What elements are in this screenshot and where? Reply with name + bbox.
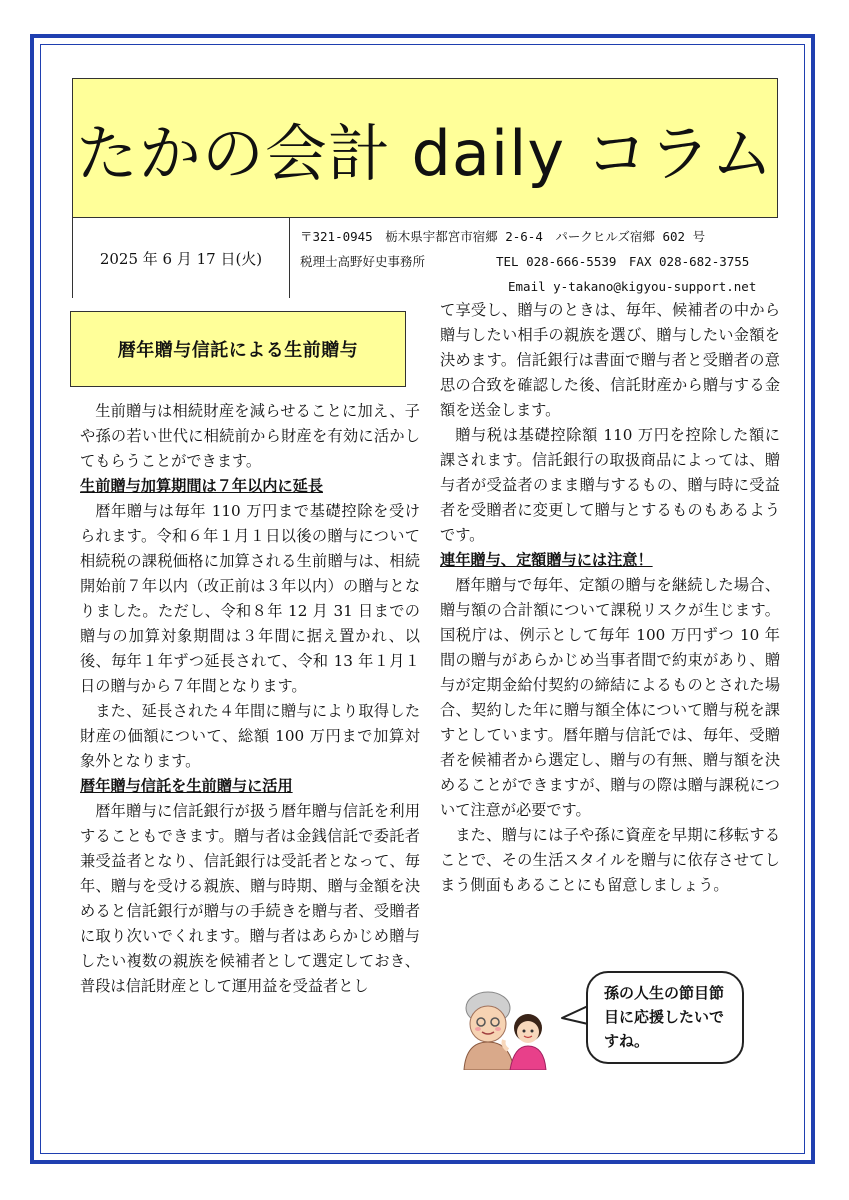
paragraph-3: 暦年贈与に信託銀行が扱う暦年贈与信託を利用することもできます。贈与者は金銭信託で委託者兼受益者となり、信託銀行は受託者となって、毎年、贈与を受ける親族、贈与時期、贈与金額を決めると信託銀行が贈与の手続きを贈与者、受贈者に取り次いでくれます。贈与者はあらかじめ贈与したい複数の親族を候補者として選定しておき、普段は信託財産として運用益を受益者とし — [80, 802, 420, 995]
paragraph-1: 暦年贈与は毎年 110 万円まで基礎控除を受けられます。令和６年１月１日以後の贈与について相続税の課税価格に加算される生前贈与は、相続開始前７年以内（改正前は３年以内）の贈与となりました。ただし、令和８年 12 月 31 日までの贈与の加算対象期間は３年間に据え置かれ、以後、毎年１年ずつ延長されて、令和 13 年１月１日の贈与から７年間となります。 — [80, 502, 420, 695]
office-phone-fax: TEL 028-666-5539 FAX 028-682-3755 — [496, 254, 750, 269]
bubble-line-2: 目に応援したいで — [604, 1008, 725, 1026]
paragraph-6: また、贈与には子や孫に資産を早期に移転することで、その生活スタイルを贈与に依存させてしまう側面もあることにも留意しましょう。 — [440, 826, 780, 894]
bubble-line-3: すね。 — [604, 1032, 650, 1050]
office-email: Email y-takano@kigyou-support.net — [508, 279, 757, 294]
grandmother-grandchild-illustration — [452, 990, 556, 1070]
intro-paragraph: 生前贈与は相続財産を減らせることに加え、子や孫の若い世代に相続前から財産を有効に活かしてもらうことができます。 — [80, 402, 420, 470]
article-left-column — [80, 399, 420, 999]
section-heading-1: 生前贈与加算期間は７年以内に延長 — [80, 477, 323, 495]
office-name: 税理士高野好史事務所 — [300, 254, 426, 269]
newsletter-header — [72, 78, 778, 298]
issue-date: 2025 年 6 月 17 日(火) — [73, 218, 290, 298]
paragraph-4: 贈与税は基礎控除額 110 万円を控除した額に課されます。信託銀行の取扱商品によっては、贈与者が受益者のまま贈与するもの、贈与時に受益者を受贈者に変更して贈与とするものもあるようです。 — [440, 426, 780, 544]
paragraph-3-continued: て享受し、贈与のときは、毎年、候補者の中から贈与したい相手の親族を選び、贈与したい金額を決めます。信託銀行は書面で贈与者と受贈者の意思の合致を確認した後、信託財産から贈与する金額を送金します。 — [440, 301, 780, 419]
bubble-line-1: 孫の人生の節目節 — [604, 984, 725, 1002]
office-address: 〒321-0945 栃木県宇都宮市宿郷 2-6-4 パークヒルズ宿郷 602 号 — [300, 229, 706, 244]
newsletter-title: たかの会計 daily コラム — [75, 116, 775, 190]
office-contact — [290, 218, 779, 298]
speech-bubble — [586, 971, 744, 1064]
paragraph-2: また、延長された４年間に贈与により取得した財産の価額について、総額 100 万円まで加算対象外となります。 — [80, 702, 420, 770]
section-heading-3: 連年贈与、定額贈与には注意！ — [440, 551, 653, 569]
article-topic: 暦年贈与信託による生前贈与 — [70, 311, 406, 387]
article-right-column — [440, 298, 780, 898]
title-band — [73, 79, 777, 218]
paragraph-5: 暦年贈与で毎年、定額の贈与を継続した場合、贈与額の合計額について課税リスクが生じます。国税庁は、例示として毎年 100 万円ずつ 10 年間の贈与があらかじめ当事者間で約束があり、贈与が定期金給付契約の締結によるものとされた場合、契約した年に贈与額全体について贈与税を課すとしています。暦年贈与信託では、毎年、受贈者を候補者から選定し、贈与の有無、贈与額を決めることができますが、贈与の際は贈与課税について注意が必要です。 — [440, 576, 780, 819]
section-heading-2: 暦年贈与信託を生前贈与に活用 — [80, 777, 293, 795]
